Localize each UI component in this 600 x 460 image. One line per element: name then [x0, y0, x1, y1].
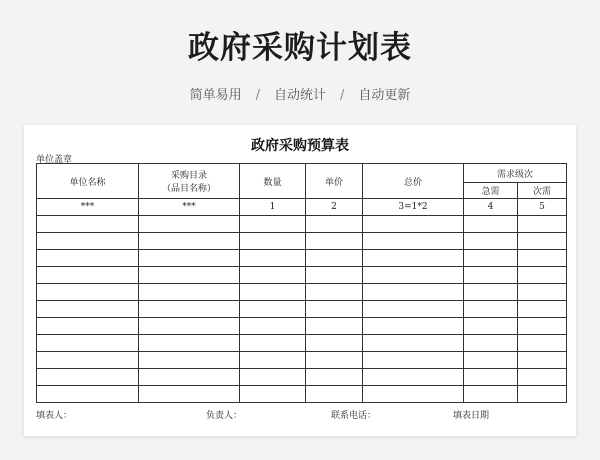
table-row	[37, 386, 567, 403]
table-cell[interactable]	[518, 352, 567, 369]
phone-label: 联系电话：	[331, 411, 377, 421]
table-cell[interactable]	[240, 369, 306, 386]
table-row	[37, 335, 567, 352]
table-cell[interactable]	[139, 386, 240, 403]
table-cell[interactable]	[363, 267, 464, 284]
table-cell[interactable]	[464, 352, 518, 369]
date-label: 填表日期	[453, 411, 490, 421]
table-cell[interactable]	[139, 318, 240, 335]
table-cell[interactable]	[464, 284, 518, 301]
table-cell[interactable]	[306, 250, 363, 267]
table-cell[interactable]	[37, 369, 139, 386]
index-cell: 4	[464, 199, 518, 216]
table-cell[interactable]	[240, 386, 306, 403]
index-cell: ***	[37, 199, 139, 216]
table-cell[interactable]	[37, 318, 139, 335]
table-row	[37, 352, 567, 369]
header-catalog	[139, 164, 240, 199]
table-cell[interactable]	[37, 301, 139, 318]
table-cell[interactable]	[306, 386, 363, 403]
table-cell[interactable]	[306, 233, 363, 250]
table-row	[37, 216, 567, 233]
header-secondary: 次需	[518, 183, 567, 199]
table-cell[interactable]	[139, 335, 240, 352]
index-cell: 3=1*2	[363, 199, 464, 216]
table-cell[interactable]	[139, 233, 240, 250]
table-cell[interactable]	[306, 301, 363, 318]
table-row	[37, 369, 567, 386]
table-cell[interactable]	[37, 335, 139, 352]
table-cell[interactable]	[240, 267, 306, 284]
table-cell[interactable]	[306, 284, 363, 301]
table-cell[interactable]	[240, 250, 306, 267]
table-cell[interactable]	[518, 335, 567, 352]
table-cell[interactable]	[240, 352, 306, 369]
table-cell[interactable]	[363, 369, 464, 386]
table-cell[interactable]	[518, 250, 567, 267]
header-urgent: 急需	[464, 183, 518, 199]
table-cell[interactable]	[363, 284, 464, 301]
table-cell[interactable]	[139, 369, 240, 386]
table-cell[interactable]	[464, 386, 518, 403]
table-cell[interactable]	[518, 216, 567, 233]
table-cell[interactable]	[240, 233, 306, 250]
table-cell[interactable]	[306, 216, 363, 233]
index-cell: ***	[139, 199, 240, 216]
table-cell[interactable]	[363, 301, 464, 318]
feature-auto-update: 自动更新	[358, 88, 411, 103]
table-cell[interactable]	[518, 267, 567, 284]
table-cell[interactable]	[518, 284, 567, 301]
table-cell[interactable]	[139, 352, 240, 369]
table-cell[interactable]	[306, 352, 363, 369]
form-title: 政府采购预算表	[251, 138, 349, 154]
filler-label: 填表人：	[36, 411, 73, 421]
header-unit-name: 单位名称	[37, 164, 139, 199]
table-cell[interactable]	[464, 250, 518, 267]
table-row	[37, 233, 567, 250]
table-cell[interactable]	[363, 318, 464, 335]
table-cell[interactable]	[518, 386, 567, 403]
table-cell[interactable]	[37, 386, 139, 403]
table-cell[interactable]	[240, 318, 306, 335]
table-cell[interactable]	[240, 301, 306, 318]
index-cell: 5	[518, 199, 567, 216]
table-cell[interactable]	[464, 216, 518, 233]
table-row	[37, 267, 567, 284]
table-cell[interactable]	[363, 386, 464, 403]
table-cell[interactable]	[464, 233, 518, 250]
table-cell[interactable]	[464, 318, 518, 335]
table-cell[interactable]	[464, 301, 518, 318]
table-cell[interactable]	[37, 216, 139, 233]
table-cell[interactable]	[240, 284, 306, 301]
table-cell[interactable]	[37, 250, 139, 267]
header-catalog-line1: 采购目录	[170, 171, 207, 181]
table-cell[interactable]	[37, 267, 139, 284]
table-cell[interactable]	[464, 267, 518, 284]
budget-table	[36, 163, 567, 403]
table-cell[interactable]	[240, 216, 306, 233]
table-cell[interactable]	[139, 267, 240, 284]
unit-stamp-label: 单位盖章	[36, 155, 73, 165]
table-cell[interactable]	[37, 352, 139, 369]
index-cell: 1	[240, 199, 306, 216]
table-row	[37, 250, 567, 267]
table-cell[interactable]	[518, 233, 567, 250]
table-cell[interactable]	[139, 284, 240, 301]
table-cell[interactable]	[139, 301, 240, 318]
feature-list	[0, 84, 600, 103]
header-total-price: 总价	[363, 164, 464, 199]
table-cell[interactable]	[464, 369, 518, 386]
feature-easy: 简单易用	[189, 88, 242, 103]
table-cell[interactable]	[37, 233, 139, 250]
index-row	[37, 199, 567, 216]
table-cell[interactable]	[518, 318, 567, 335]
table-cell[interactable]	[306, 267, 363, 284]
table-body	[37, 199, 567, 403]
table-cell[interactable]	[363, 352, 464, 369]
feature-separator: /	[255, 88, 260, 103]
header-catalog-line2: （品目名称）	[161, 184, 216, 194]
table-cell[interactable]	[139, 250, 240, 267]
table-cell[interactable]	[306, 335, 363, 352]
table-row	[37, 318, 567, 335]
header-demand-level: 需求级次	[464, 164, 567, 183]
header-quantity: 数量	[240, 164, 306, 199]
table-cell[interactable]	[518, 369, 567, 386]
table-cell[interactable]	[306, 318, 363, 335]
table-cell[interactable]	[464, 335, 518, 352]
responsible-label: 负责人：	[206, 411, 243, 421]
table-cell[interactable]	[139, 216, 240, 233]
feature-separator: /	[340, 88, 345, 103]
table-cell[interactable]	[363, 250, 464, 267]
table-cell[interactable]	[363, 233, 464, 250]
table-row	[37, 284, 567, 301]
table-cell[interactable]	[37, 284, 139, 301]
feature-auto-stats: 自动统计	[273, 88, 326, 103]
table-cell[interactable]	[240, 335, 306, 352]
table-cell[interactable]	[518, 301, 567, 318]
table-row	[37, 301, 567, 318]
page-title: 政府采购计划表	[188, 30, 412, 66]
table-cell[interactable]	[306, 369, 363, 386]
index-cell: 2	[306, 199, 363, 216]
table-cell[interactable]	[363, 216, 464, 233]
table-cell[interactable]	[363, 335, 464, 352]
form-sheet	[24, 125, 576, 436]
header-unit-price: 单价	[306, 164, 363, 199]
